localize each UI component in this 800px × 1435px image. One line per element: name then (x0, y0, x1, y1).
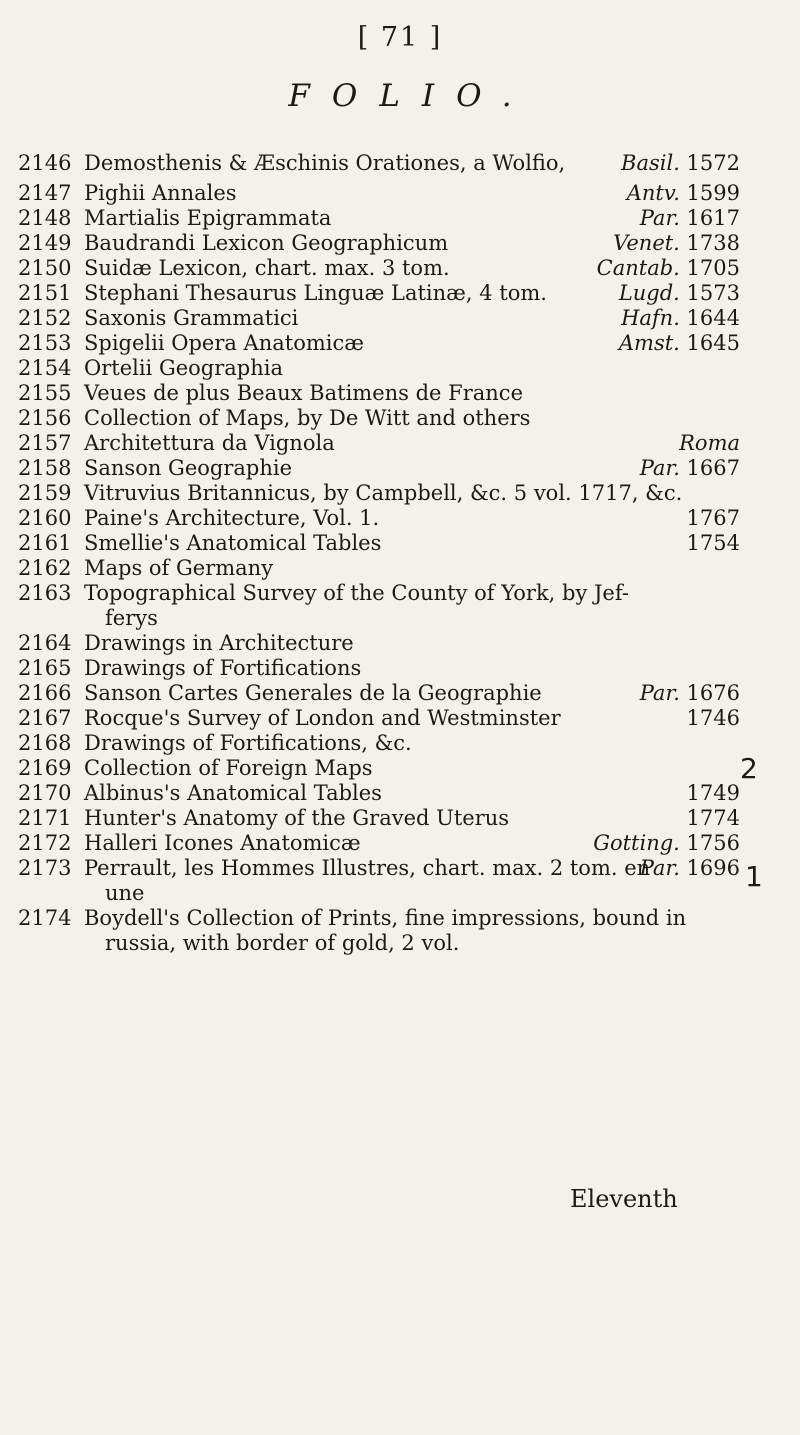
entry-year: 1667 (686, 456, 740, 480)
entry-number: 2173 (18, 856, 72, 880)
entry-title: Sanson Cartes Generales de la Geographie (84, 681, 542, 705)
entry-number: 2167 (18, 706, 72, 730)
entry-place: Venet. (613, 231, 687, 255)
entry-imprint (621, 305, 740, 331)
margin-note-1: 1 (745, 860, 763, 893)
entry-place: Par. (639, 856, 687, 880)
entry-imprint (640, 455, 740, 481)
entry-number: 2162 (18, 556, 72, 580)
entry-number: 2151 (18, 281, 72, 305)
entry-year: 1572 (686, 151, 740, 175)
entry-number: 2155 (18, 381, 72, 405)
entry-imprint (687, 505, 740, 531)
entry-number: 2152 (18, 306, 72, 330)
entry-title: Drawings in Architecture (84, 631, 354, 655)
entry-title: Pighii Annales (84, 181, 237, 205)
entry-continuation: russia, with border of gold, 2 vol. (105, 931, 460, 955)
entry-imprint (687, 805, 740, 831)
entry-year: 1756 (686, 831, 740, 855)
margin-note-2: 2 (740, 752, 758, 785)
entry-number: 2150 (18, 256, 72, 280)
entry-imprint (679, 430, 740, 456)
entry-number: 2149 (18, 231, 72, 255)
entry-year: 1767 (686, 506, 740, 530)
entry-title: Hunter's Anatomy of the Graved Uterus (84, 806, 510, 830)
entry-number: 2163 (18, 581, 72, 605)
entry-imprint (627, 180, 740, 206)
entry-place: Basil. (621, 151, 687, 175)
entry-title: Saxonis Grammatici (84, 306, 299, 330)
entry-year: 1705 (686, 256, 740, 280)
entry-title: Sanson Geographie (84, 456, 293, 480)
entry-place: Cantab. (596, 256, 687, 280)
entry-place: Antv. (626, 181, 687, 205)
entry-title: Veues de plus Beaux Batimens de France (84, 381, 523, 405)
entry-imprint (613, 230, 740, 256)
section-title: FOLIO. (288, 78, 534, 114)
entry-year: 1754 (686, 531, 740, 555)
entry-number: 2161 (18, 531, 72, 555)
entry-title: Paine's Architecture, Vol. 1. (84, 506, 380, 530)
entry-place: Roma (679, 431, 740, 455)
entry-place: Lugd. (618, 281, 687, 305)
entry-title: Boydell's Collection of Prints, fine impressions, bound in (84, 906, 687, 930)
entry-number: 2146 (18, 151, 72, 175)
entry-year: 1774 (686, 806, 740, 830)
entry-number: 2157 (18, 431, 72, 455)
entry-number: 2159 (18, 481, 72, 505)
entry-year: 1573 (686, 281, 740, 305)
entry-imprint (619, 280, 740, 306)
entry-title: Rocque's Survey of London and Westminster (84, 706, 561, 730)
entry-title: Collection of Foreign Maps (84, 756, 373, 780)
entry-place: Gotting. (593, 831, 687, 855)
entry-title: Demosthenis & Æschinis Orationes, a Wolfio, (84, 151, 566, 175)
entry-title: Topographical Survey of the County of York, by Jef- (84, 581, 629, 605)
entry-title: Suidæ Lexicon, chart. max. 3 tom. (84, 256, 450, 280)
entry-year: 1696 (686, 856, 740, 880)
entry-imprint (621, 150, 740, 176)
entry-number: 2168 (18, 731, 72, 755)
entry-imprint (687, 530, 740, 556)
entry-imprint (593, 830, 740, 856)
entry-number: 2160 (18, 506, 72, 530)
entry-title: Baudrandi Lexicon Geographicum (84, 231, 449, 255)
entry-title: Collection of Maps, by De Witt and others (84, 406, 531, 430)
entry-number: 2170 (18, 781, 72, 805)
entry-year: 1676 (686, 681, 740, 705)
entry-title: Ortelii Geographia (84, 356, 283, 380)
page-number: [ 71 ] (357, 22, 443, 53)
entry-imprint (640, 855, 740, 881)
entry-number: 2171 (18, 806, 72, 830)
entry-number: 2156 (18, 406, 72, 430)
entry-number: 2174 (18, 906, 72, 930)
catchword: Eleventh (570, 1185, 678, 1213)
entry-year: 1645 (686, 331, 740, 355)
entry-title: Halleri Icones Anatomicæ (84, 831, 361, 855)
entry-year: 1599 (686, 181, 740, 205)
entry-place: Amst. (618, 331, 687, 355)
entry-number: 2158 (18, 456, 72, 480)
entry-year: 1617 (686, 206, 740, 230)
entry-number: 2169 (18, 756, 72, 780)
entry-title: Drawings of Fortifications, &c. (84, 731, 412, 755)
entry-imprint (687, 780, 740, 806)
entry-number: 2165 (18, 656, 72, 680)
entry-title: Perrault, les Hommes Illustres, chart. max. 2 tom. en (84, 856, 651, 880)
entry-place: Par. (639, 206, 687, 230)
entry-imprint (619, 330, 740, 356)
entry-place: Hafn. (621, 306, 687, 330)
entry-imprint (640, 680, 740, 706)
entry-title: Albinus's Anatomical Tables (84, 781, 382, 805)
entry-number: 2147 (18, 181, 72, 205)
entry-title: Stephani Thesaurus Linguæ Latinæ, 4 tom. (84, 281, 547, 305)
entry-number: 2172 (18, 831, 72, 855)
entry-number: 2148 (18, 206, 72, 230)
entry-title: Drawings of Fortifications (84, 656, 362, 680)
entry-number: 2164 (18, 631, 72, 655)
entry-title: Vitruvius Britannicus, by Campbell, &c. 5 vol. 1717, &c. (84, 481, 683, 505)
entry-title: Architettura da Vignola (84, 431, 335, 455)
entry-year: 1738 (686, 231, 740, 255)
entry-imprint (597, 255, 740, 281)
entry-number: 2166 (18, 681, 72, 705)
entry-title: Spigelii Opera Anatomicæ (84, 331, 364, 355)
entry-number: 2153 (18, 331, 72, 355)
entry-title: Maps of Germany (84, 556, 274, 580)
entry-imprint (687, 705, 740, 731)
entry-year: 1746 (686, 706, 740, 730)
entry-place: Par. (639, 681, 687, 705)
entry-place: Par. (639, 456, 687, 480)
entry-continuation: ferys (105, 606, 158, 630)
entry-continuation: une (105, 881, 145, 905)
entry-title: Smellie's Anatomical Tables (84, 531, 382, 555)
entry-title: Martialis Epigrammata (84, 206, 332, 230)
entry-number: 2154 (18, 356, 72, 380)
entry-year: 1644 (686, 306, 740, 330)
entry-year: 1749 (686, 781, 740, 805)
entry-imprint (640, 205, 740, 231)
